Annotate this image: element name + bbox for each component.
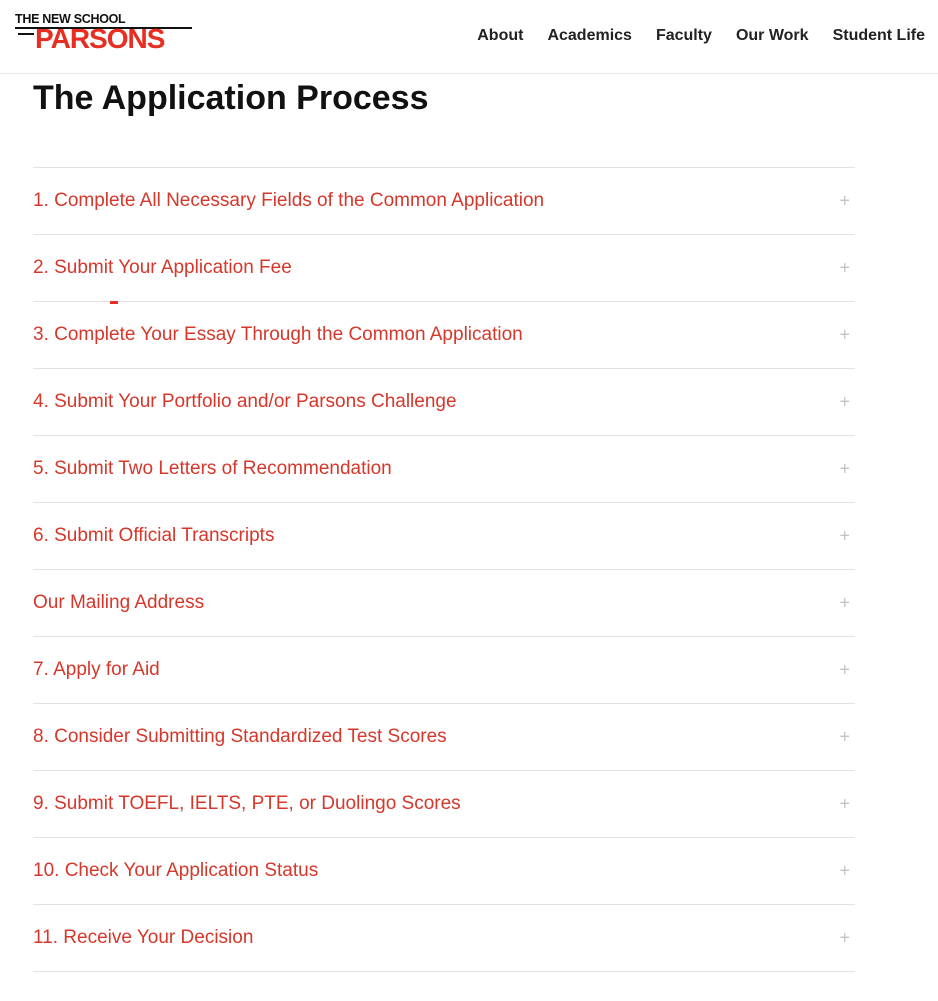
accordion-item-step-8[interactable] bbox=[33, 704, 855, 771]
accordion-item-label: 9. Submit TOEFL, IELTS, PTE, or Duolingo Scores bbox=[33, 793, 461, 814]
logo-rule-short bbox=[18, 33, 34, 35]
nav-about[interactable]: About bbox=[477, 27, 524, 44]
accordion-item-step-4[interactable] bbox=[33, 369, 855, 436]
plus-icon[interactable]: + bbox=[839, 726, 850, 747]
logo-main-text: PARSONS bbox=[35, 23, 165, 54]
page-title: The Application Process bbox=[33, 79, 429, 117]
accordion-item-label: 4. Submit Your Portfolio and/or Parsons Challenge bbox=[33, 391, 457, 412]
plus-icon[interactable]: + bbox=[839, 860, 850, 881]
nav-our-work[interactable]: Our Work bbox=[735, 27, 809, 44]
accordion-item-step-7[interactable] bbox=[33, 637, 855, 704]
application-steps-accordion bbox=[33, 167, 855, 972]
nav-student-life[interactable]: Student Life bbox=[832, 27, 925, 44]
plus-icon[interactable]: + bbox=[839, 525, 850, 546]
plus-icon[interactable]: + bbox=[839, 190, 850, 211]
plus-icon[interactable]: + bbox=[839, 592, 850, 613]
accordion-item-label: 2. Submit Your Application Fee bbox=[33, 257, 292, 278]
plus-icon[interactable]: + bbox=[839, 257, 850, 278]
parsons-logo[interactable] bbox=[15, 12, 195, 54]
plus-icon[interactable]: + bbox=[839, 324, 850, 345]
accordion-item-label: 10. Check Your Application Status bbox=[33, 860, 319, 881]
plus-icon[interactable]: + bbox=[839, 391, 850, 412]
accordion-item-label: 6. Submit Official Transcripts bbox=[33, 525, 275, 546]
plus-icon[interactable]: + bbox=[839, 458, 850, 479]
plus-icon[interactable]: + bbox=[839, 659, 850, 680]
accordion-item-step-11[interactable] bbox=[33, 905, 855, 972]
accordion-item-step-1[interactable] bbox=[33, 168, 855, 235]
accordion-item-label: Our Mailing Address bbox=[33, 592, 205, 613]
accordion-item-step-2[interactable] bbox=[33, 235, 855, 302]
main-nav bbox=[477, 27, 925, 45]
accordion-item-label: 7. Apply for Aid bbox=[33, 659, 160, 680]
accordion-item-label: 8. Consider Submitting Standardized Test Scores bbox=[33, 726, 447, 747]
accordion-item-label: 11. Receive Your Decision bbox=[33, 927, 254, 948]
nav-faculty[interactable]: Faculty bbox=[655, 27, 712, 44]
plus-icon[interactable]: + bbox=[839, 927, 850, 948]
accordion-item-step-3[interactable] bbox=[33, 302, 855, 369]
accordion-item-step-10[interactable] bbox=[33, 838, 855, 905]
red-dash-decoration bbox=[110, 301, 118, 304]
accordion-item-label: 3. Complete Your Essay Through the Common Application bbox=[33, 324, 523, 345]
logo-top-text: THE NEW SCHOOL bbox=[15, 12, 126, 26]
nav-academics[interactable]: Academics bbox=[547, 27, 632, 44]
site-header bbox=[0, 0, 938, 74]
accordion-item-step-5[interactable] bbox=[33, 436, 855, 503]
accordion-item-step-6[interactable] bbox=[33, 503, 855, 570]
accordion-item-step-9[interactable] bbox=[33, 771, 855, 838]
plus-icon[interactable]: + bbox=[839, 793, 850, 814]
accordion-item-label: 5. Submit Two Letters of Recommendation bbox=[33, 458, 392, 479]
accordion-item-mailing-address[interactable] bbox=[33, 570, 855, 637]
accordion-item-label: 1. Complete All Necessary Fields of the Common Application bbox=[33, 190, 545, 211]
